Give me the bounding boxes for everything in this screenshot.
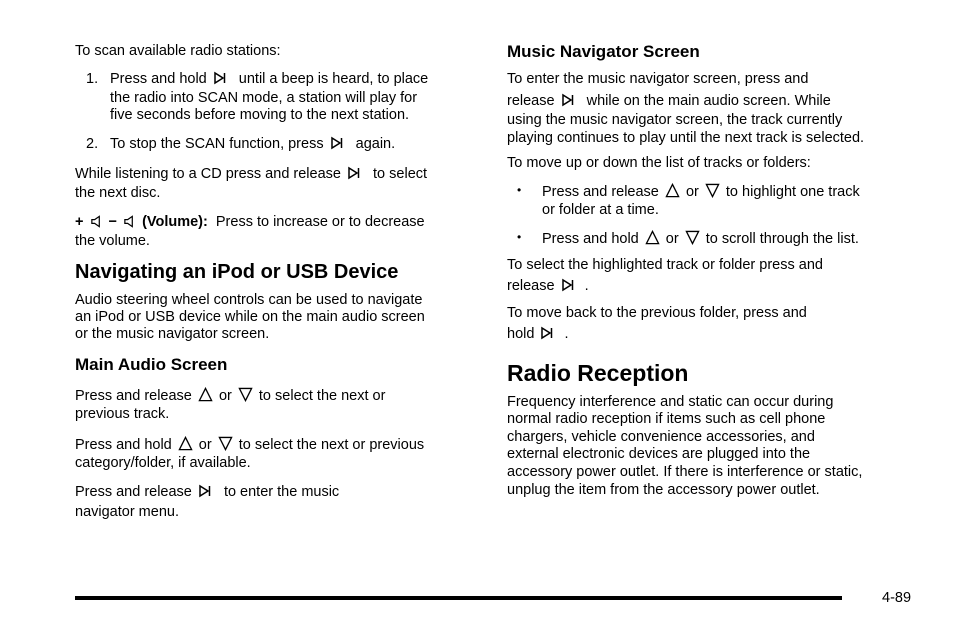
cd-line-1: [75, 166, 427, 184]
step-1-line-1: [110, 71, 428, 89]
step-1-line-3: five seconds before moving to the next station.: [110, 107, 410, 123]
up-triangle-icon: [645, 230, 660, 245]
volume-label: (Volume):: [142, 214, 208, 230]
scan-intro: To scan available radio stations:: [75, 43, 281, 59]
back-text: hold: [507, 326, 535, 342]
volume-line-1: [75, 214, 425, 232]
next-prev-icon: [198, 484, 212, 498]
main-3-text-b: to enter the music: [223, 484, 340, 500]
cd-text-b: to select: [373, 166, 428, 182]
ipod-line-2: an iPod or USB device while on the main audio screen: [75, 309, 425, 325]
up-triangle-icon: [178, 436, 193, 451]
bullet-2-line: [542, 230, 859, 249]
radio-line-5: accessory power outlet. If there is interference or static,: [507, 464, 863, 480]
main-2-text-a: Press and hold: [75, 437, 172, 453]
heading-music-navigator: Music Navigator Screen: [507, 42, 700, 61]
heading-ipod-usb: Navigating an iPod or USB Device: [75, 261, 399, 283]
bullet-1-line-2: or folder at a time.: [542, 202, 659, 218]
music-text-b: while on the main audio screen. While: [586, 93, 831, 109]
step-number: 1.: [86, 71, 99, 87]
bullet-1-text-a: Press and release: [542, 184, 659, 200]
volume-line-2: the volume.: [75, 233, 150, 249]
step-2-text-b: again.: [355, 136, 396, 152]
radio-line-4: external electronic devices are plugged into the: [507, 446, 811, 462]
up-triangle-icon: [198, 387, 213, 402]
heading-main-audio: Main Audio Screen: [75, 355, 228, 374]
main-1-line-2: previous track.: [75, 406, 170, 422]
select-line-1: To select the highlighted track or folder press and: [507, 257, 823, 273]
bullet-2-or: or: [665, 231, 679, 247]
next-prev-icon: [347, 166, 361, 180]
step-1-line-2: the radio into SCAN mode, a station will play for: [110, 90, 418, 106]
step-2-text-a: To stop the SCAN function, press: [110, 136, 324, 152]
cd-line-2: the next disc.: [75, 185, 161, 201]
move-intro: To move up or down the list of tracks or folders:: [507, 155, 811, 171]
music-line-2: [507, 93, 831, 111]
select-line-2: [507, 278, 589, 296]
volume-icon: [123, 215, 136, 228]
up-triangle-icon: [665, 183, 680, 198]
heading-radio-reception: Radio Reception: [507, 360, 689, 386]
next-prev-icon: [540, 326, 554, 340]
step-1-text-a: Press and hold: [110, 71, 207, 87]
music-line-1: To enter the music navigator screen, press and: [507, 71, 809, 87]
volume-text-a: Press to increase or to decrease: [215, 214, 425, 230]
bullet-2-text-a: Press and hold: [542, 231, 639, 247]
next-prev-icon: [330, 136, 344, 150]
music-text-a: release: [507, 93, 555, 109]
step-1-text-b: until a beep is heard, to place: [238, 71, 429, 87]
radio-line-6: unplug the item from the accessory power outlet.: [507, 482, 820, 498]
down-triangle-icon: [705, 183, 720, 198]
main-2-line-1: [75, 436, 424, 455]
radio-line-1: Frequency interference and static can occur during: [507, 394, 834, 410]
down-triangle-icon: [238, 387, 253, 402]
down-triangle-icon: [218, 436, 233, 451]
back-line-2: [507, 326, 569, 344]
footer-rule: [75, 596, 842, 600]
volume-plus: +: [75, 214, 84, 230]
main-2-text-b: to select the next or previous: [238, 437, 425, 453]
radio-line-3: chargers, vehicle convenience accessories, and: [507, 429, 815, 445]
main-3-line-2: navigator menu.: [75, 504, 179, 520]
main-3-line-1: [75, 484, 339, 502]
main-1-text-a: Press and release: [75, 388, 192, 404]
bullet-1-or: or: [685, 184, 699, 200]
main-1-line-1: [75, 387, 385, 406]
volume-minus: −: [108, 214, 117, 230]
bullet-2-text-b: to scroll through the list.: [705, 231, 859, 247]
bullet: •: [517, 230, 522, 244]
volume-icon: [90, 215, 103, 228]
page-number: 4-89: [882, 590, 912, 606]
radio-line-2: normal radio reception if items such as cell phone: [507, 411, 826, 427]
main-1-or: or: [218, 388, 232, 404]
next-prev-icon: [561, 93, 575, 107]
bullet-1-text-b: to highlight one track: [725, 184, 860, 200]
next-prev-icon: [213, 71, 227, 85]
back-period: .: [564, 326, 569, 342]
down-triangle-icon: [685, 230, 700, 245]
select-period: .: [584, 278, 589, 294]
main-2-or: or: [198, 437, 212, 453]
music-line-3: using the music navigator screen, the track currently: [507, 112, 843, 128]
cd-text-a: While listening to a CD press and release: [75, 166, 341, 182]
music-line-4: playing continues to play until the next track is selected.: [507, 130, 865, 146]
select-text: release: [507, 278, 555, 294]
main-1-text-b: to select the next or: [258, 388, 386, 404]
next-prev-icon: [561, 278, 575, 292]
step-number: 2.: [86, 136, 99, 152]
ipod-line-3: or the music navigator screen.: [75, 326, 270, 342]
main-2-line-2: category/folder, if available.: [75, 455, 251, 471]
bullet-1-line-1: [542, 183, 860, 202]
bullet: •: [517, 183, 522, 197]
ipod-line-1: Audio steering wheel controls can be used to navigate: [75, 292, 423, 308]
step-2-line: [110, 136, 395, 154]
back-line-1: To move back to the previous folder, press and: [507, 305, 807, 321]
main-3-text-a: Press and release: [75, 484, 192, 500]
